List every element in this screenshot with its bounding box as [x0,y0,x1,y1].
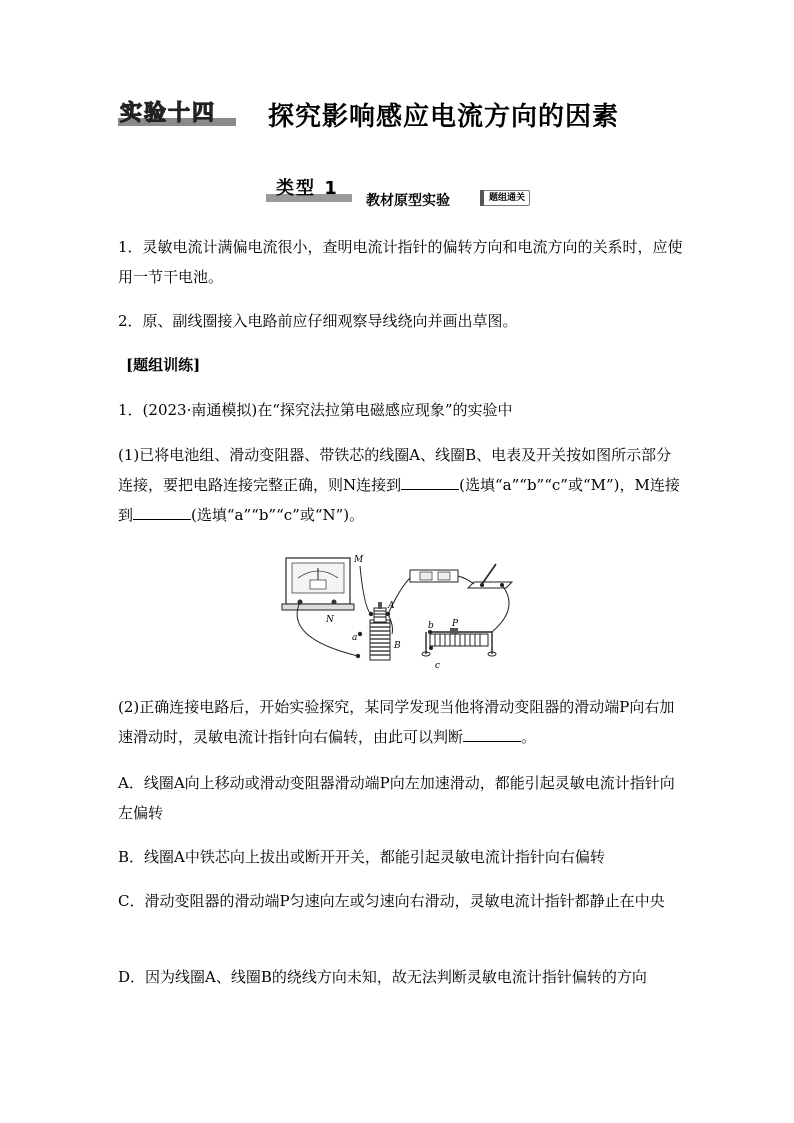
part1-text-b: (选填“a”“b”“c”或“M”)，M连接到 [118,476,680,524]
type-badge [266,176,352,204]
question-stem: 1．(2023·南通模拟)在“探究法拉第电磁感应现象”的实验中 [118,401,513,419]
option-a: A．线圈A向上移动或滑动变阻器滑动端P向左加速滑动，都能引起灵敏电流计指针向左偏转 [118,774,675,822]
label-A: A [388,601,395,611]
coil-assembly [356,602,390,660]
answer-blank-n[interactable] [401,475,459,490]
rheostat [422,628,496,656]
experiment-title: 探究影响感应电流方向的因素 [268,102,620,132]
experiment-header [118,92,678,140]
part1-text-c: (选填“a”“b”“c”或“N”)。 [191,506,365,524]
label-N: N [326,615,334,625]
part1-text-a: (1)已将电池组、滑动变阻器、带铁芯的线圈A、线圈B、电表及开关按如图所示部分连接，要把电路连接完整正确，则N连接到 [118,446,672,494]
label-b: b [428,621,434,631]
part2-text-a: (2)正确连接电路后，开始实验探究，某同学发现当他将滑动变阻器的滑动端P向右加速滑动时，灵敏电流计指针向右偏转，由此可以判断 [118,698,675,746]
type-name: 教材原型实验 [366,193,450,209]
label-c: c [435,661,441,670]
label-B: B [394,641,401,651]
label-M: M [354,555,364,565]
type-number: 类型 1 [276,178,339,199]
option-b: B．线圈A中铁芯向上拔出或断开开关，都能引起灵敏电流计指针向右偏转 [118,848,605,866]
answer-blank-judge[interactable] [463,727,521,742]
part2-text-b: 。 [521,728,537,746]
answer-blank-m[interactable] [133,505,191,520]
experiment-number-badge [118,98,240,126]
type-heading [266,176,546,209]
galvanometer [282,558,354,610]
question-part-2 [118,692,684,752]
type-tag: 题组通关 [480,190,530,206]
switch [468,564,512,588]
question-part-1 [118,440,684,530]
circuit-figure [270,548,524,670]
note-1: 1．灵敏电流计满偏电流很小，查明电流计指针的偏转方向和电流方向的关系时，应使用一节干电池。 [118,238,683,286]
experiment-number: 实验十四 [120,101,217,126]
label-a: a [352,633,358,643]
section-label: [题组训练] [126,356,201,374]
label-P: P [452,619,459,629]
option-d: D．因为线圈A、线圈B的绕线方向未知，故无法判断灵敏电流计指针偏转的方向 [118,968,647,986]
battery-pack [410,570,458,582]
option-c: C．滑动变阻器的滑动端P匀速向左或匀速向右滑动，灵敏电流计指针都静止在中央 [118,892,665,910]
note-2: 2．原、副线圈接入电路前应仔细观察导线绕向并画出草图。 [118,312,518,330]
